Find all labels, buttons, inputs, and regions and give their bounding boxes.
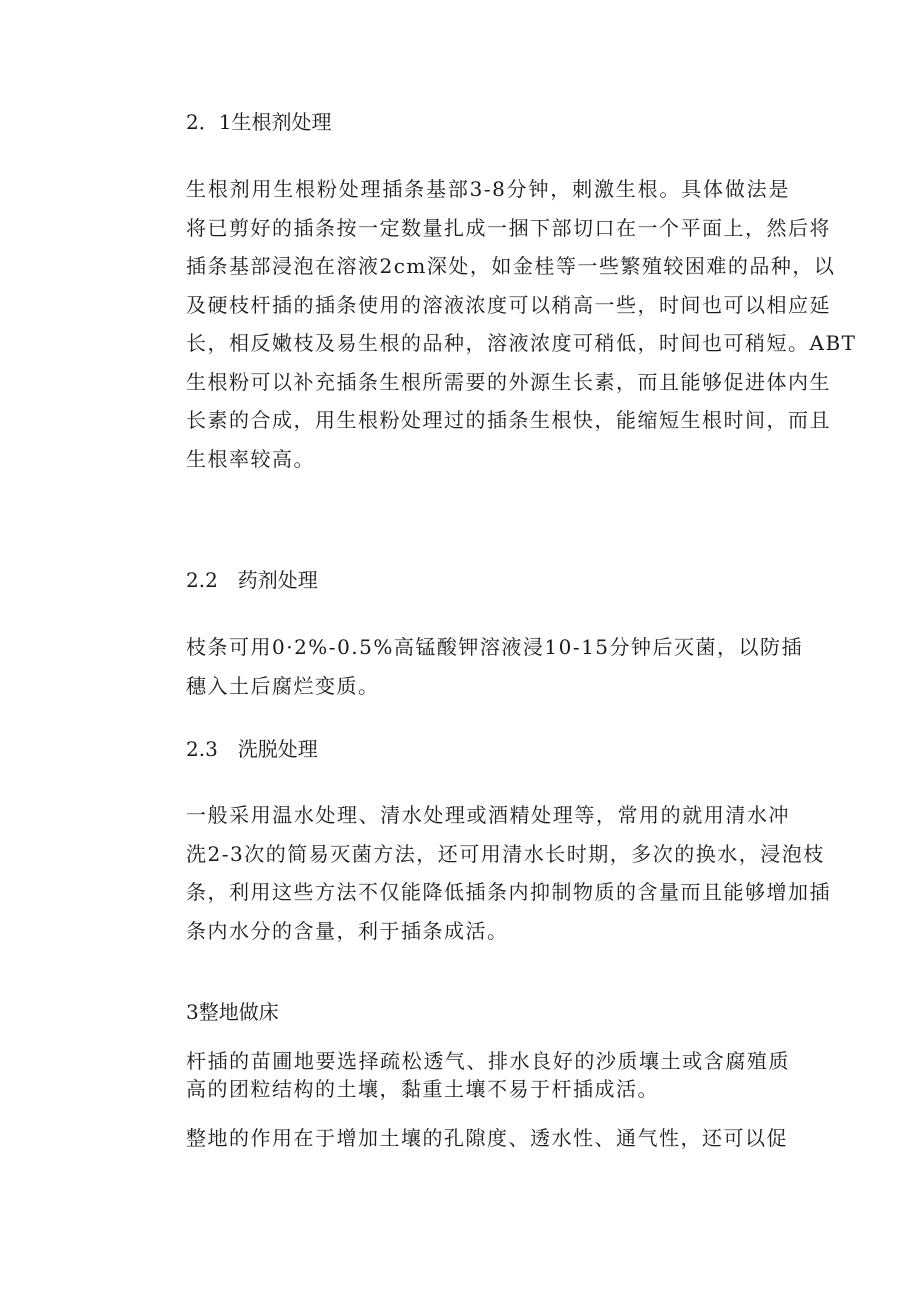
text-line: 杆插的苗圃地要选择疏松透气、排水良好的沙质壤土或含腐殖质 xyxy=(186,1049,790,1073)
text-line: 生根粉可以补充插条生根所需要的外源生长素，而且能够促进体内生 xyxy=(186,369,831,394)
text-line: 插条基部浸泡在溶液2cm深处，如金桂等一些繁殖较困难的品种，以 xyxy=(186,254,836,278)
text-line: 高的团粒结构的土壤，黏重土壤不易于杆插成活。 xyxy=(186,1077,659,1101)
text-line: 洗2-3次的简易灭菌方法，还可用清水长时期，多次的换水，浸泡枝 xyxy=(186,841,825,866)
text-line: 条内水分的含量，利于插条成活。 xyxy=(186,918,509,943)
text-line: 穗入土后腐烂变质。 xyxy=(186,673,380,698)
paragraph-land-preparation xyxy=(138,1124,790,1152)
paragraph-nursery-site xyxy=(138,1047,790,1103)
text-line: 整地的作用在于增加土壤的孔隙度、透水性、通气性，还可以促 xyxy=(186,1126,788,1150)
section-heading-2-3: 2.3 洗脱处理 xyxy=(186,737,318,761)
text-line: 长素的合成，用生根粉处理过的插条生根快，能缩短生根时间，而且 xyxy=(186,408,831,432)
text-line: 及硬枝杆插的插条使用的溶液浓度可以稍高一些，时间也可以相应延 xyxy=(186,292,831,317)
text-line: 将已剪好的插条按一定数量扎成一捆下部切口在一个平面上，然后将 xyxy=(186,215,831,240)
text-line: 长，相反嫩枝及易生根的品种，溶液浓度可稍低，时间也可稍短。ABT xyxy=(186,331,857,355)
paragraph-rooting-agent xyxy=(138,170,857,478)
section-heading-2-2: 2.2 药剂处理 xyxy=(186,568,318,592)
paragraph-chemical-treatment xyxy=(138,628,804,705)
text-line: 一般采用温水处理、清水处理或酒精处理等，常用的就用清水冲 xyxy=(186,803,790,827)
section-heading-3: 3整地做床 xyxy=(186,1000,279,1024)
section-heading-2-1: 2．1生根剂处理 xyxy=(186,110,332,134)
text-line: 枝条可用0·2%-0.5%高锰酸钾溶液浸10-15分钟后灭菌，以防插 xyxy=(186,635,804,659)
paragraph-washing-treatment xyxy=(138,796,831,950)
text-line: 生根剂用生根粉处理插条基部3-8分钟，刺激生根。具体做法是 xyxy=(186,177,790,201)
text-line: 生根率较高。 xyxy=(186,446,315,471)
text-line: 条，利用这些方法不仅能降低插条内抑制物质的含量而且能够增加插 xyxy=(186,880,831,904)
